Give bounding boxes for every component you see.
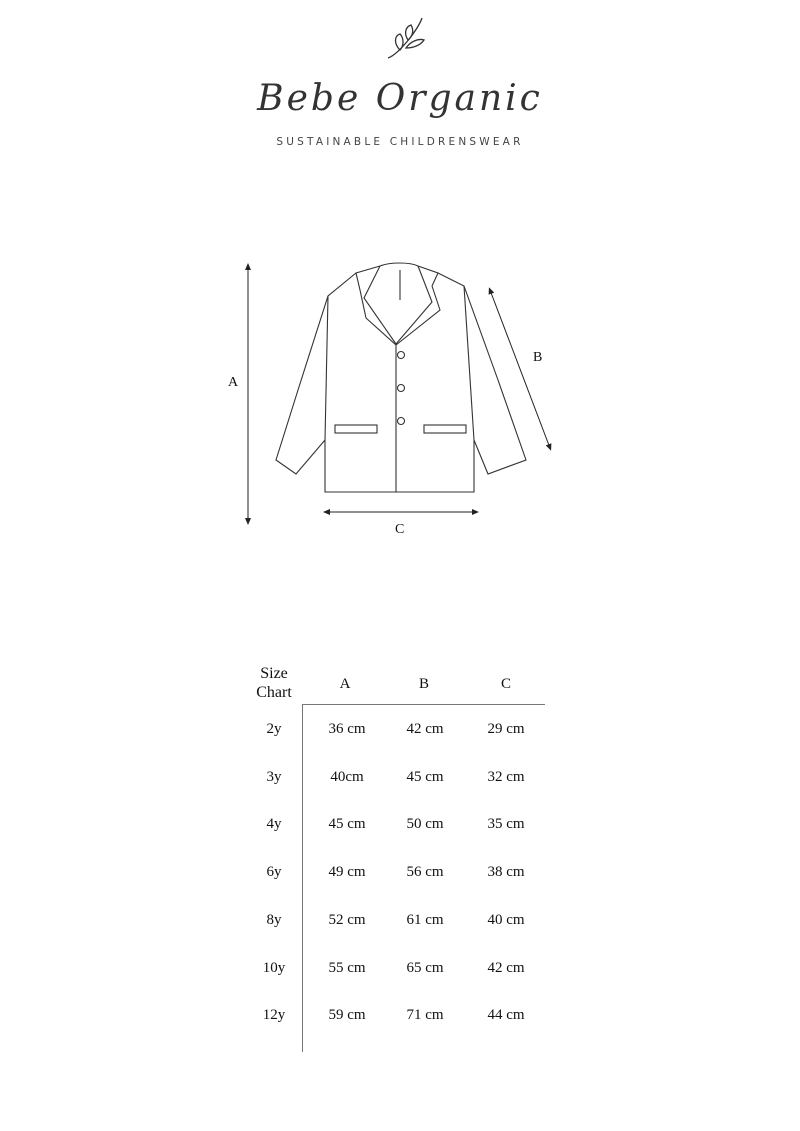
size-row-size-cell: 8y bbox=[266, 912, 282, 928]
table-header-divider bbox=[302, 704, 545, 705]
size-row-size-cell: 6y bbox=[266, 864, 282, 880]
size-row-size-cell: 2y bbox=[266, 721, 282, 737]
size-row-a-cell: 36 cm bbox=[328, 721, 366, 737]
column-header-a: A bbox=[339, 676, 351, 692]
size-row-a-cell: 40cm bbox=[330, 769, 364, 785]
dimension-b-label: B bbox=[533, 350, 543, 365]
column-header-c: C bbox=[500, 676, 511, 692]
size-row-size-cell: 12y bbox=[262, 1007, 286, 1023]
dimension-a-label: A bbox=[228, 375, 239, 390]
size-row-b-cell: 56 cm bbox=[406, 864, 444, 880]
size-row-b-cell: 45 cm bbox=[406, 769, 444, 785]
column-header-b: B bbox=[418, 676, 429, 692]
size-row-c-cell: 32 cm bbox=[487, 769, 525, 785]
size-row-a-cell: 52 cm bbox=[328, 912, 366, 928]
size-chart-title-line2: Chart bbox=[256, 684, 292, 701]
size-row-size-cell: 10y bbox=[262, 960, 286, 976]
size-row-a-cell: 55 cm bbox=[328, 960, 366, 976]
size-row-c-cell: 44 cm bbox=[487, 1007, 525, 1023]
size-row-c-cell: 42 cm bbox=[487, 960, 525, 976]
dimension-c-label: C bbox=[395, 522, 405, 537]
size-row-c-cell: 29 cm bbox=[487, 721, 525, 737]
size-row-a-cell: 59 cm bbox=[328, 1007, 366, 1023]
brand-name: Bebe Organic bbox=[257, 78, 543, 119]
size-row-b-cell: 42 cm bbox=[406, 721, 444, 737]
size-row-b-cell: 50 cm bbox=[406, 816, 444, 832]
brand-tagline: SUSTAINABLE CHILDRENSWEAR bbox=[276, 136, 524, 148]
size-row-b-cell: 65 cm bbox=[406, 960, 444, 976]
size-row-size-cell: 3y bbox=[266, 769, 282, 785]
size-row-a-cell: 49 cm bbox=[328, 864, 366, 880]
size-row-b-cell: 71 cm bbox=[406, 1007, 444, 1023]
size-row-size-cell: 4y bbox=[266, 816, 282, 832]
size-row-a-cell: 45 cm bbox=[328, 816, 366, 832]
size-row-c-cell: 35 cm bbox=[487, 816, 525, 832]
size-row-b-cell: 61 cm bbox=[406, 912, 444, 928]
size-chart-title-line1: Size bbox=[260, 665, 288, 682]
size-row-c-cell: 40 cm bbox=[487, 912, 525, 928]
size-row-c-cell: 38 cm bbox=[487, 864, 525, 880]
